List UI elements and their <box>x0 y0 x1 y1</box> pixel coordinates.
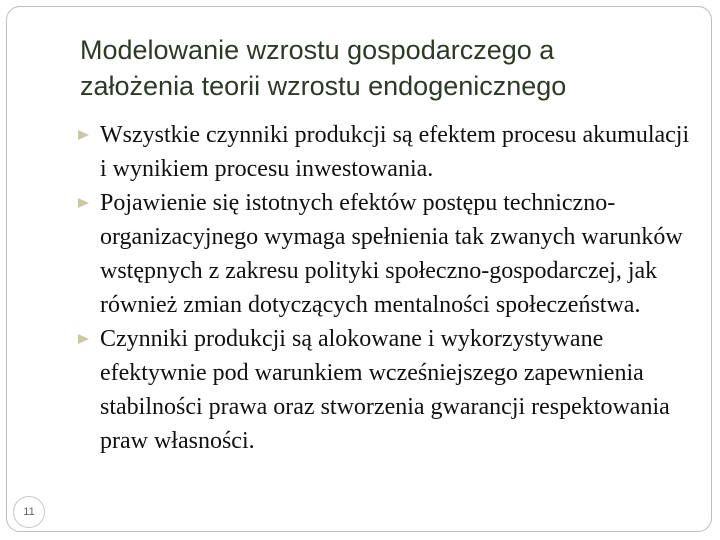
bullet-item-1 <box>78 118 698 186</box>
bullet-list <box>78 118 698 458</box>
bullet-text-3: Czynniki produkcji są alokowane i wykorzystywane efektywnie pod warunkiem wcześniejszego zapewnienia stabilności prawa oraz stworzenia gwarancji respektowania praw własności. <box>100 326 670 454</box>
slide-title-line-1: Modelowanie wzrostu gospodarczego a <box>80 35 555 65</box>
bullet-text-2: Pojawienie się istotnych efektów postępu techniczno-organizacyjnego wymaga spełnienia tak zwanych warunków wstępnych z zakresu polityki społeczno-gospodarczej, jak również zmian dotyczących mentalności społeczeństwa. <box>100 190 683 318</box>
bullet-item-2 <box>78 186 698 322</box>
bullet-item-3 <box>78 322 698 458</box>
slide-title-line-2: założenia teorii wzrostu endogenicznego <box>80 71 567 101</box>
slide-title <box>80 32 700 104</box>
page-number-badge: 11 <box>13 496 45 528</box>
triangle-bullet-icon <box>78 198 89 208</box>
bullet-text-1: Wszystkie czynniki produkcji są efektem procesu akumulacji i wynikiem procesu inwestowania. <box>100 122 690 182</box>
triangle-bullet-icon <box>78 130 89 140</box>
triangle-bullet-icon <box>78 334 89 344</box>
